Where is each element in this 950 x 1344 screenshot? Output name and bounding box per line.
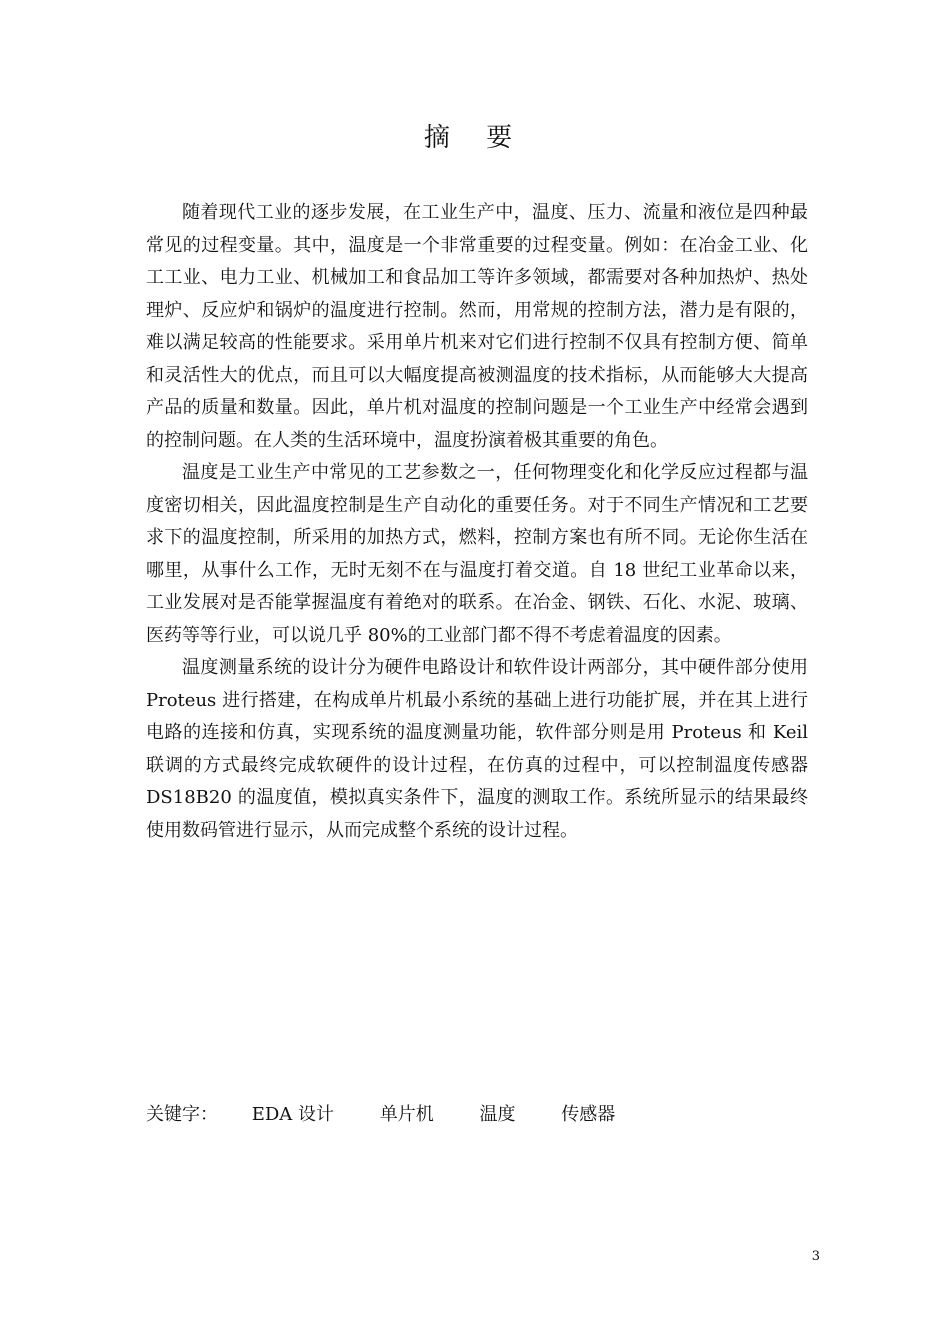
keyword-item: 温度 [479,1104,516,1125]
page-number: 3 [811,1249,820,1264]
abstract-paragraph-1: 随着现代工业的逐步发展，在工业生产中，温度、压力、流量和液位是四种最常见的过程变量。其中，温度是一个非常重要的过程变量。例如：在冶金工业、化工工业、电力工业、机械加工和食品加工等许多领域，都需要对各种加热炉、热处理炉、反应炉和锅炉的温度进行控制。然而，用常规的控制方法，潜力是有限的，难以满足较高的性能要求。采用单片机来对它们进行控制不仅具有控制方便、简单和灵活性大的优点，而且可以大幅度提高被测温度的技术指标，从而能够大大提高产品的质量和数量。因此，单片机对温度的控制问题是一个工业生产中经常会遇到的控制问题。在人类的生活环境中，温度扮演着极其重要的角色。 [146,202,808,451]
keyword-item: 单片机 [379,1104,434,1125]
abstract-body [146,197,808,847]
keywords-line [146,1100,615,1130]
keyword-item: 传感器 [561,1104,616,1125]
abstract-paragraph-3: 温度测量系统的设计分为硬件电路设计和软件设计两部分，其中硬件部分使用 Proteus 进行搭建，在构成单片机最小系统的基础上进行功能扩展，并在其上进行电路的连接和仿真，实现系统的温度测量功能，软件部分则是用 Proteus 和 Keil 联调的方式最终完成软硬件的设计过程，在仿真的过程中，可以控制温度传感器 DS18B20 的温度值，模拟真实条件下，温度的测取工作。系统所显示的结果最终使用数码管进行显示，从而完成整个系统的设计过程。 [146,657,808,841]
page-title: 摘 要 [423,123,527,153]
abstract-paragraph-2: 温度是工业生产中常见的工艺参数之一，任何物理变化和化学反应过程都与温度密切相关，因此温度控制是生产自动化的重要任务。对于不同生产情况和工艺要求下的温度控制，所采用的加热方式，燃料，控制方案也有所不同。无论你生活在哪里，从事什么工作，无时无刻不在与温度打着交道。自 18 世纪工业革命以来，工业发展对是否能掌握温度有着绝对的联系。在冶金、钢铁、石化、水泥、玻璃、医药等等行业，可以说几乎 80%的工业部门都不得不考虑着温度的因素。 [146,462,808,646]
keyword-item: EDA 设计 [251,1104,335,1125]
keywords-label: 关键字： [146,1104,218,1125]
